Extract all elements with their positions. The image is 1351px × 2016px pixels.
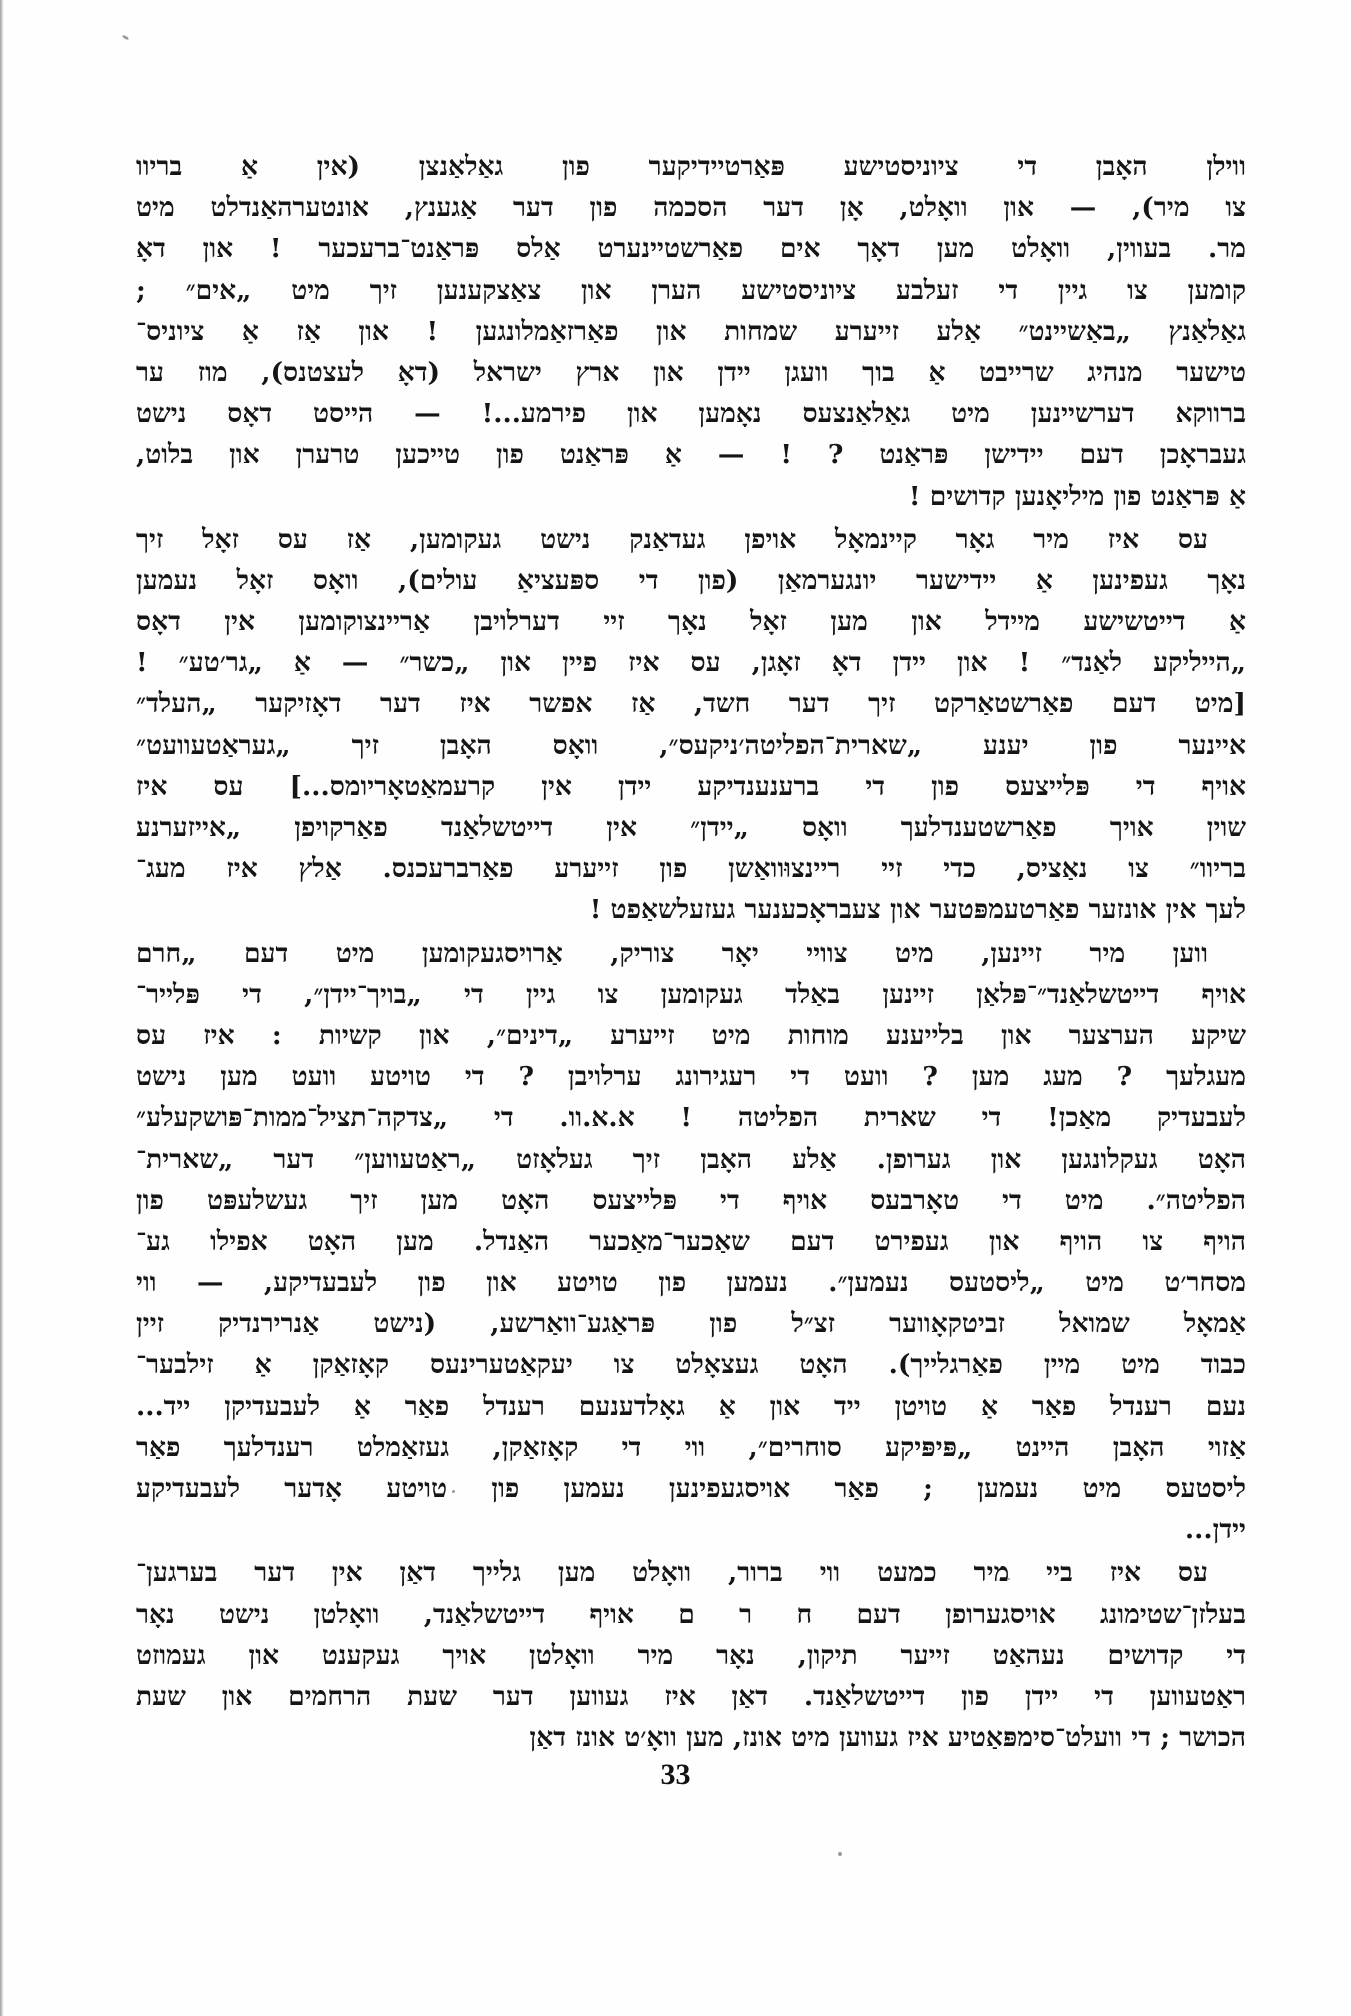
text-line: מסחר׳ט מיט „ליסטעס נעמען״. נעמען פון טויטע און פון לעבעדיקע, — ווי: [136, 1267, 1246, 1299]
text-line: כבוד מיט מיין פאַרגלייך). האָט געצאָלט צו יעקאַטערינעס קאָזאַקן אַ זילבער־: [136, 1349, 1246, 1381]
scan-speck: [122, 34, 130, 40]
text-line: [מיט דעם פאַרשטאַרקט זיך דער חשד, אַז אפשר איז דער דאָזיקער „העלד״: [136, 688, 1246, 720]
text-line: עס איז מיר גאָר קיינמאָל אויפן געדאַנק נישט געקומען, אַז עס זאָל זיך: [136, 523, 1208, 555]
text-line: ווען מיר זיינען, מיט צוויי יאָר צוריק, אַרויסגעקומען מיט דעם „חרם: [136, 937, 1208, 969]
text-line: בעלזן־שטימונג אויסגערופן דעם ח ר ם אויף דייטשלאַנד, וואָלטן נישט נאָר: [136, 1598, 1246, 1630]
paragraph: [136, 146, 1246, 517]
text-line: האָט געקלונגען און גערופן. אַלע האָבן זיך געלאָזט „ראַטעווען״ דער „שארית־: [136, 1143, 1246, 1175]
text-line: גאַלאַנץ „באַשיינט״ אַלע זייערע שמחות און פאַרזאַמלונגען ! און אַז אַ ציוניס־: [136, 315, 1246, 347]
text-line: קומען צו גיין די זעלבע ציוניסטישע הערן און צאַצקענען זיך מיט „אים״ ;: [136, 274, 1246, 306]
scan-border-shadow: [0, 0, 4, 2016]
text-line: לעך אין אונזער פאַרטעמפּטער און צעבראָכענער געזעלשאַפט !: [589, 894, 1246, 926]
text-line: ליסטעס מיט נעמען ; פאַר אויסגעפינען נעמען פון טויטע אָדער לעבעדיקע: [136, 1473, 1246, 1504]
text-line: עס איז ביי מיר כמעט ווי ברור, וואָלט מען גלייך דאַן אין דער בערגען־: [136, 1557, 1208, 1589]
text-line: ברווקא דערשיינען מיט גאַלאַנצעס נאָמען און פירמע...! — הייסט דאָס נישט: [136, 398, 1246, 430]
text-line: אויף די פּלייצעס פון די ברענענדיקע יידן אין קרעמאַטאָריומס...] עס איז: [136, 770, 1246, 802]
text-line: אַ דייטשישע מיידל און מען זאָל נאָך זיי דערלויבן אַריינצוקומען אין דאָס: [136, 606, 1246, 638]
text-line: איינער פון יענע „שארית־הפליטה׳ניקעס״, וואָס האָבן זיך „געראַטעוועט״: [136, 729, 1246, 761]
text-line: געבראָכן דעם יידישן פּראַנט ? ! — אַ פּראַנט פון טייכען טרערן און בלוט,: [136, 439, 1246, 471]
text-line: די קדושים נעהאַט זייער תיקון, נאָר מיר וואָלטן אויך געקענט און געמוזט: [136, 1639, 1246, 1671]
text-line: אויף דייטשלאַנד״־פּלאַן זיינען באַלד געקומען צו גיין די „בויך־יידן״, די פּלייר־: [136, 978, 1246, 1010]
text-line: ווילן האָבן די ציוניסטישע פּאַרטיידיקער פון גאַלאַנצן (אין אַ בריוו: [136, 151, 1246, 182]
page-number: 33: [660, 1758, 691, 1791]
text-line: „הייליקע לאַנד״ ! און יידן דאָ זאָגן, עס איז פיין און „כשר״ — אַ „גר׳טע״ !: [136, 647, 1246, 679]
text-line: יידן...: [1184, 1514, 1246, 1546]
text-line: מר. בעווין, וואָלט מען דאָך אים פאַרשטיינערט אַלס פּראַנט־ברעכער ! און דאָ: [136, 233, 1246, 265]
paragraph: [136, 1552, 1246, 1758]
text-line: טישער מנהיג שרייבט אַ בוך וועגן יידן און ארץ ישראל (דאָ לעצטנס), מוז ער: [136, 356, 1246, 388]
text-line: שוין אויך פאַרשטענדלעך וואָס „יידן״ אין דייטשלאַנד פאַרקויפן „אייזערנע: [136, 812, 1246, 843]
text-line: צו מיר), — און וואָלט, אָן דער הסכמה פון דער אַגענץ, אונטערהאַנדלט מיט: [136, 192, 1246, 224]
text-line: נאָך געפינען אַ יידישער יונגערמאַן (פון די ספּעציאַ עולים), וואָס זאָל נעמען: [136, 564, 1246, 596]
text-line: מעגלעך ? מעג מען ? וועט די רעגירונג ערלויבן ? די טויטע וועט מען נישט: [136, 1061, 1246, 1093]
text-line: הכושר ; די וועלט־סימפּאַטיע איז געווען מיט אונז, מען וואָ׳ט אונז דאַן: [529, 1722, 1246, 1754]
paragraph: [136, 519, 1246, 931]
text-line: הפליטה״. מיט די טאָרבעס אויף די פּלייצעס האָט מען זיך געשלעפּט פון: [136, 1184, 1246, 1216]
text-line: אַמאָל שמואל זביטקאָווער זצ״ל פון פּראַגע־וואַרשע, (נישט אַנרירנדיק זיין: [136, 1308, 1246, 1340]
text-line: אַ פּראַנט פון מיליאָנען קדושים !: [908, 480, 1246, 512]
text-line: אַזוי האָבן היינט „פּיפּיקע סוחרים״, ווי די קאָזאַקן, געזאַמלט רענדלעך פאַר: [136, 1431, 1246, 1463]
text-line: ראַטעווען די יידן פון דייטשלאַנד. דאַן איז געווען דער שעת הרחמים און שעת: [136, 1680, 1246, 1712]
text-line: בריוו״ צו נאַציס, כדי זיי ריינצוּוואַשן פון זייערע פאַרברעכנס. אַלץ איז מעג־: [136, 853, 1246, 885]
text-line: לעבעדיק מאַכן! די שארית הפליטה ! א.א.וו. די „צדקה־תציל־ממות־פּושקעלע״: [136, 1102, 1246, 1134]
text-line: הויף צו הויף און געפירט דעם שאַכער־מאַכער האַנדל. מען האָט אפילו גע־: [136, 1225, 1246, 1257]
scan-speck: [838, 1852, 842, 1856]
paragraph: [136, 933, 1246, 1551]
text-line: שיקע הערצער און בלייענע מוחות מיט זייערע „דינים״, און קשיות : איז עס: [136, 1019, 1246, 1051]
text-line: נעם רענדל פאַר אַ טויטן ייד און אַ גאָלדענעם רענדל פאַר אַ לעבעדיקן ייד...: [136, 1390, 1246, 1422]
page-body-text: [136, 146, 1246, 1758]
